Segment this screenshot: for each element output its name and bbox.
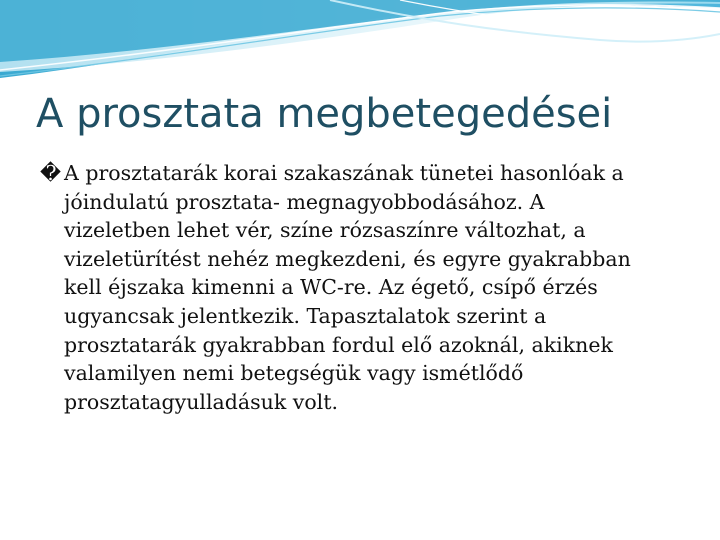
body-line-3: vizeletben lehet vér, színe rózsaszínre változhat, a [64, 218, 586, 243]
body-line-1 [40, 159, 680, 188]
body-line-4: vizeletürítést nehéz megkezdeni, és egyre gyakrabban [64, 246, 631, 271]
header-wave-decoration [0, 0, 720, 90]
body-line-8: valamilyen nemi betegségük vagy ismétlődő [64, 361, 524, 386]
body-line-6: ugyancsak jelentkezik. Tapasztalatok szerint a [64, 303, 547, 328]
slide-title: A prosztata megbetegedései [36, 91, 613, 137]
body-line-2: jóindulatú prosztata- megnagyobbodásához. A [64, 189, 545, 214]
body-line-9: prosztatagyulladásuk volt. [64, 389, 338, 414]
slide-body [40, 159, 680, 416]
bullet-icon: � [40, 161, 62, 185]
body-line-text: A prosztatarák korai szakaszának tünetei hasonlóak a [64, 161, 624, 185]
body-line-7: prosztatarák gyakrabban fordul elő azoknál, akiknek [64, 332, 613, 357]
body-line-5: kell éjszaka kimenni a WC-re. Az égető, csípő érzés [64, 275, 598, 300]
